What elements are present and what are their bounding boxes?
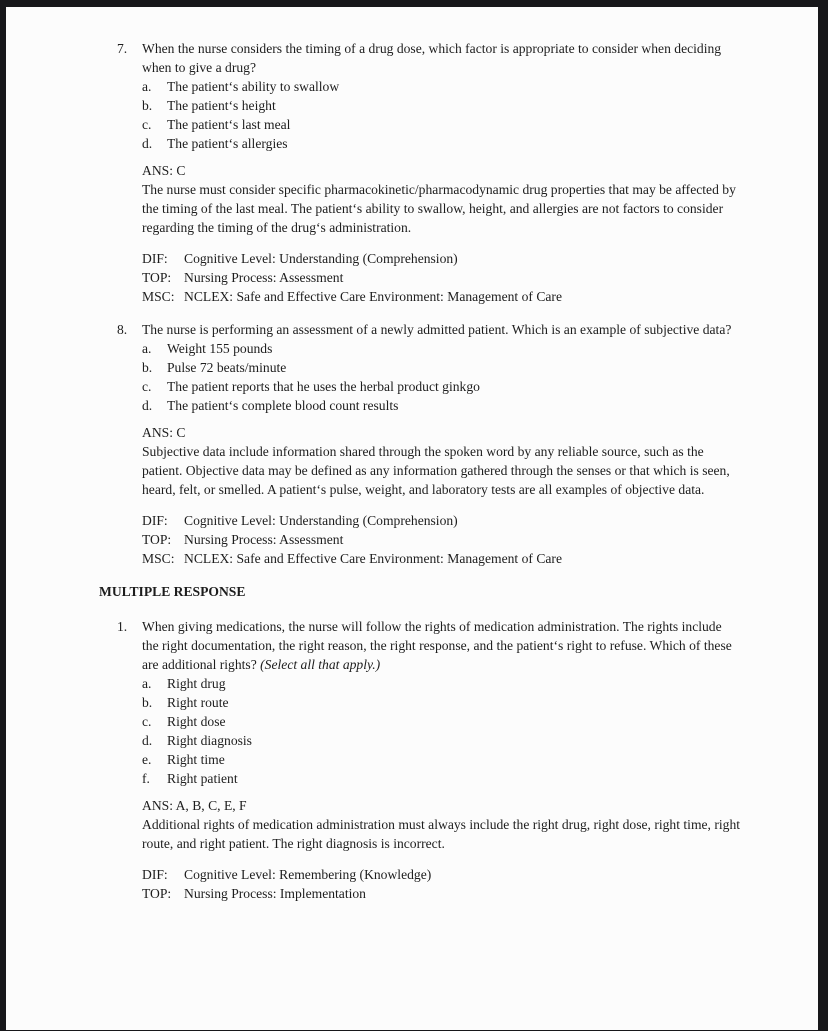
answer-line: ANS: C <box>142 163 186 178</box>
option-letter: b. <box>142 98 153 113</box>
option-text: The patient‘s complete blood count results <box>167 398 399 413</box>
question-8 <box>117 320 818 568</box>
option-f <box>142 769 734 788</box>
option-letter: a. <box>142 79 152 94</box>
option-a <box>142 674 734 693</box>
option-d <box>142 396 734 415</box>
option-b <box>142 693 734 712</box>
option-c <box>142 712 734 731</box>
document-page <box>6 7 818 1030</box>
rationale-text: The nurse must consider specific pharmacokinetic/pharmacodynamic drug properties that may be affected by the timing of the last meal. The patient‘s ability to swallow, height, and allergies are not factors to consider regarding the timing of the drug‘s administration. <box>142 182 736 235</box>
option-letter: f. <box>142 771 150 786</box>
option-letter: d. <box>142 733 153 748</box>
question-stem: The nurse is performing an assessment of a newly admitted patient. Which is an example of subjective data? <box>142 322 732 337</box>
option-d <box>142 134 734 153</box>
meta-label: TOP: <box>142 532 172 547</box>
option-b <box>142 358 734 377</box>
rationale-text: Subjective data include information shared through the spoken word by any reliable source, such as the patient. Objective data may be defined as any information gathered through the senses or that which is seen, heard, felt, or smelled. A patient‘s pulse, weight, and laboratory tests are all examples of objective data. <box>142 444 730 497</box>
option-a <box>142 77 734 96</box>
option-text: The patient‘s allergies <box>167 136 288 151</box>
option-b <box>142 96 734 115</box>
option-a <box>142 339 734 358</box>
meta-label: MSC: <box>142 551 175 566</box>
option-e <box>142 750 734 769</box>
option-text: The patient reports that he uses the herbal product ginkgo <box>167 379 480 394</box>
question-number: 7. <box>117 41 128 56</box>
option-letter: e. <box>142 752 152 767</box>
question-stem: When the nurse considers the timing of a drug dose, which factor is appropriate to consider when deciding when to give a drug? <box>142 41 722 75</box>
meta-text: Nursing Process: Assessment <box>184 532 344 547</box>
option-d <box>142 731 734 750</box>
option-letter: c. <box>142 379 152 394</box>
meta-top <box>142 268 818 287</box>
meta-text: NCLEX: Safe and Effective Care Environment: Management of Care <box>184 551 562 566</box>
meta-text: Cognitive Level: Remembering (Knowledge) <box>184 867 432 882</box>
option-letter: c. <box>142 714 152 729</box>
meta-text: Cognitive Level: Understanding (Comprehension) <box>184 513 458 528</box>
option-text: Right route <box>167 695 229 710</box>
question-mr-1 <box>117 617 818 903</box>
option-text: Right dose <box>167 714 226 729</box>
option-text: Right patient <box>167 771 238 786</box>
option-letter: a. <box>142 341 152 356</box>
meta-text: Nursing Process: Assessment <box>184 270 344 285</box>
meta-text: Nursing Process: Implementation <box>184 886 366 901</box>
option-text: Weight 155 pounds <box>167 341 273 356</box>
section-header-multiple-response: MULTIPLE RESPONSE <box>99 584 246 599</box>
option-letter: c. <box>142 117 152 132</box>
option-text: Pulse 72 beats/minute <box>167 360 287 375</box>
meta-text: Cognitive Level: Understanding (Comprehension) <box>184 251 458 266</box>
meta-label: MSC: <box>142 289 175 304</box>
meta-text: NCLEX: Safe and Effective Care Environment: Management of Care <box>184 289 562 304</box>
option-letter: a. <box>142 676 152 691</box>
select-all-note: (Select all that apply.) <box>260 657 381 672</box>
meta-label: DIF: <box>142 867 168 882</box>
meta-label: DIF: <box>142 251 168 266</box>
answer-line: ANS: C <box>142 425 186 440</box>
option-letter: b. <box>142 360 153 375</box>
meta-top <box>142 530 818 549</box>
question-stem: When giving medications, the nurse will follow the rights of medication administration. The rights include the right documentation, the right reason, the right response, and the patient‘s right to refuse. Which of these are additional rights? (Select all that apply.) <box>142 619 732 672</box>
option-c <box>142 377 734 396</box>
meta-label: TOP: <box>142 886 172 901</box>
meta-dif <box>142 511 818 530</box>
meta-msc <box>142 287 818 306</box>
option-text: The patient‘s last meal <box>167 117 291 132</box>
question-number: 1. <box>117 619 128 634</box>
option-text: Right time <box>167 752 225 767</box>
option-text: The patient‘s ability to swallow <box>167 79 340 94</box>
option-letter: d. <box>142 136 153 151</box>
meta-dif <box>142 865 818 884</box>
question-7 <box>117 39 818 306</box>
option-letter: d. <box>142 398 153 413</box>
meta-top <box>142 884 818 903</box>
meta-dif <box>142 249 818 268</box>
page-content <box>6 7 818 903</box>
answer-line: ANS: A, B, C, E, F <box>142 798 247 813</box>
option-text: Right diagnosis <box>167 733 252 748</box>
meta-label: TOP: <box>142 270 172 285</box>
meta-msc <box>142 549 818 568</box>
option-text: Right drug <box>167 676 226 691</box>
meta-label: DIF: <box>142 513 168 528</box>
option-text: The patient‘s height <box>167 98 276 113</box>
option-letter: b. <box>142 695 153 710</box>
question-number: 8. <box>117 322 128 337</box>
option-c <box>142 115 734 134</box>
rationale-text: Additional rights of medication administration must always include the right drug, right dose, right time, right route, and right patient. The right diagnosis is incorrect. <box>142 817 741 851</box>
